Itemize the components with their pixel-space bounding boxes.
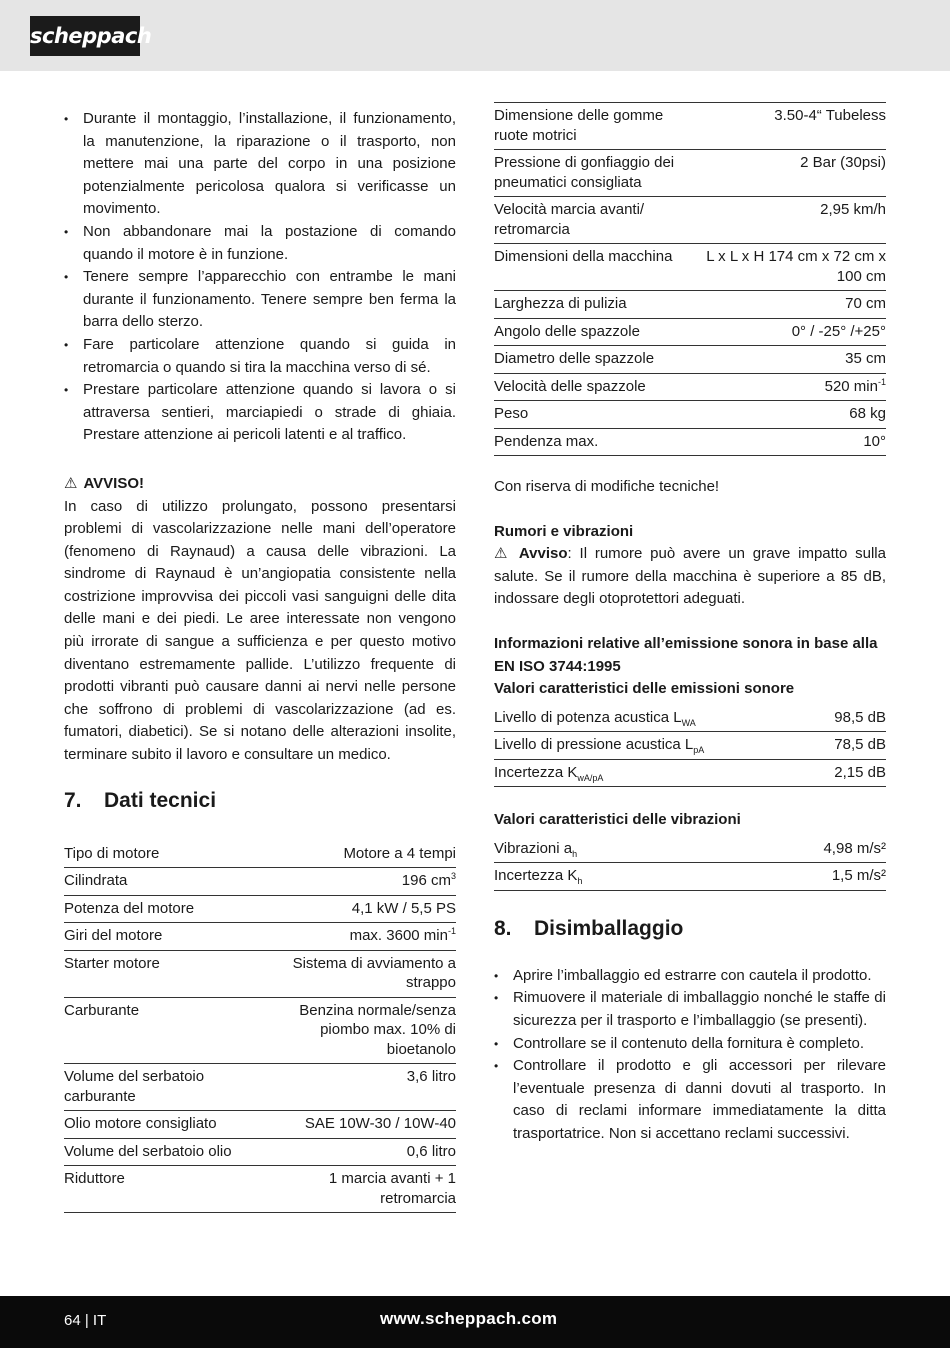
table-row	[494, 197, 886, 244]
noise-heading: Rumori e vibrazioni	[494, 522, 634, 540]
section-title: Dati tecnici	[104, 788, 217, 812]
spec-label: Velocità marcia avanti/ retromarcia	[494, 201, 645, 238]
spec-label: Velocità delle spazzole	[494, 377, 646, 395]
table-row	[64, 1138, 456, 1166]
table-row	[64, 1166, 456, 1213]
warning-icon: ⚠	[64, 474, 78, 492]
list-item: • Rimuovere il materiale di imballaggio nonché le staffe di sicurezza per il trasporto e l’imballaggio (se presenti).	[494, 987, 886, 1032]
spec-label: Larghezza di pulizia	[494, 295, 627, 312]
spec-label: Peso	[494, 405, 529, 422]
spec-label: Angolo delle spazzole	[494, 322, 640, 340]
emission-value: 2,15 dB	[834, 763, 886, 781]
table-row	[494, 836, 886, 863]
spec-label: Starter motore	[64, 954, 160, 972]
section-number: 7.	[64, 788, 82, 812]
spec-value: 70 cm	[845, 295, 886, 312]
spec-label: Pressione di gonfiaggio dei pneumatici consigliata	[494, 154, 675, 191]
spec-label: Cilindrata	[64, 872, 128, 890]
list-item: • Durante il montaggio, l’installazione, il funzionamento, la manutenzione, la riparazione o il trasporto, non mettere mai una parte del corpo in una posizione potenzialmente pericolosa qualora si verificasse un movimento.	[64, 108, 456, 221]
page-number: 64 | IT	[64, 1312, 107, 1329]
table-row	[494, 373, 886, 401]
table-row	[64, 1064, 456, 1111]
section-heading-8	[494, 915, 886, 943]
spec-value: Benzina normale/senza piombo max. 10% di bioetanolo	[299, 1001, 456, 1058]
spec-label: Giri del motore	[64, 927, 163, 945]
spec-value: 2 Bar (30psi)	[800, 154, 886, 171]
noise-emission-table	[494, 705, 886, 788]
spec-value: 10°	[863, 432, 886, 450]
table-row	[494, 705, 886, 732]
emission-heading: Informazioni relative all’emissione sonora in base alla EN ISO 3744:1995	[494, 634, 878, 675]
table-row	[64, 895, 456, 923]
spec-label: Dimensione delle gomme ruote motrici	[494, 107, 664, 144]
table-row	[494, 103, 886, 150]
emission-label: Livello di pressione acustica $L_{pA}$	[494, 736, 705, 756]
spec-value: 520 $\min^{-1}$	[824, 376, 886, 395]
warning-heading	[64, 473, 456, 496]
emission-value: 78,5 dB	[834, 736, 886, 754]
table-row	[494, 291, 886, 319]
list-item: • Controllare se il contenuto della fornitura è completo.	[494, 1033, 886, 1056]
table-row	[494, 428, 886, 456]
list-item: • Aprire l’imballaggio ed estrarre con cautela il prodotto.	[494, 965, 886, 988]
table-row	[64, 868, 456, 896]
list-item: • Prestare particolare attenzione quando si lavora o si attraversa sentieri, marciapiedi o strade di ghiaia. Prestare attenzione ai pericoli latenti e al traffico.	[64, 379, 456, 447]
list-item: • Non abbandonare mai la postazione di comando quando il motore è in funzione.	[64, 221, 456, 266]
warning-text: In caso di utilizzo prolungato, possono presentarsi problemi di vascolarizzazione nelle mani dell’operatore (fenomeno di Raynaud) a causa delle vibrazioni. La sindrome di Raynaud è un’angiopatia consistente nella costrizione improvvisa dei piccoli vasi sanguigni delle dita delle mani e dei piedi. Le aree interessate non vengono più irrorate di sangue a sufficienza e per questo motivo diventano estremamente pallide. L’utilizzo frequente di prodotti vibranti può causare danni ai nervi nelle persone che soffrono di problemi di vascolarizzazione (ad es. fumatori, diabetici). Se si notano delle alterazioni insolite, terminare subito il lavoro e consultare un medico.	[64, 497, 456, 764]
right-column	[494, 102, 886, 1146]
table-row	[494, 150, 886, 197]
table-row	[64, 1111, 456, 1139]
spec-value: 4,1 kW / 5,5 PS	[351, 899, 456, 917]
emission-value: 98,5 dB	[834, 708, 886, 726]
spec-label: Dimensioni della macchina	[494, 248, 673, 265]
noise-warning: ⚠ Avviso: Il rumore può avere un grave impatto sulla salute. Se il rumore della macchina è superiore a 85 dB, indossare degli otoprotettori adeguati.	[494, 545, 886, 608]
spec-value: 2,95 km/h	[820, 201, 886, 218]
section-number: 8.	[494, 916, 512, 940]
spec-value: 196 $cm^3$	[401, 871, 456, 890]
spec-label: Pendenza max.	[494, 432, 599, 450]
scheppach-logo: scheppach	[30, 16, 140, 56]
table-row	[64, 997, 456, 1064]
spec-value: Sistema di avviamento a strappo	[292, 954, 456, 992]
spec-label: Volume del serbatoio carburante	[64, 1068, 205, 1105]
emission-label: Incertezza $K_{wA/pA}$	[494, 763, 604, 783]
spec-value: Motore a 4 tempi	[343, 844, 456, 862]
table-row	[64, 923, 456, 951]
spec-value: 3,6 litro	[406, 1068, 456, 1086]
warning-icon: ⚠	[494, 545, 512, 563]
table-row	[494, 346, 886, 374]
vibration-label: Vibrazioni $a_h$	[494, 839, 578, 859]
list-item: • Fare particolare attenzione quando si guida in retromarcia o quando si tira la macchina verso di sé.	[64, 334, 456, 379]
emission-subheading: Valori caratteristici delle emissioni sonore	[494, 680, 795, 698]
table-row	[64, 841, 456, 868]
warning-title: AVVISO!	[83, 474, 145, 492]
safety-bullet-list	[64, 108, 456, 447]
spec-value: 68 kg	[849, 405, 886, 422]
spec-value: max. 3600 $\min^{-1}$	[349, 926, 456, 945]
section-heading-7	[64, 787, 456, 815]
table-row	[494, 863, 886, 891]
spec-value: 0° / -25° /+25°	[791, 322, 886, 340]
spec-label: Volume del serbatoio olio	[64, 1142, 232, 1160]
header-bar	[0, 0, 950, 71]
spec-value: 0,6 litro	[406, 1142, 456, 1160]
table-row	[494, 244, 886, 291]
section-title: Disimballaggio	[534, 916, 684, 940]
spec-label: Carburante	[64, 1001, 140, 1019]
spec-value: 35 cm	[845, 350, 886, 367]
spec-value: L x L x H 174 cm x 72 cm x 100 cm	[706, 248, 886, 285]
vibration-value: 4,98 m/s²	[823, 839, 886, 857]
vibration-table	[494, 836, 886, 891]
spec-label: Diametro delle spazzole	[494, 350, 655, 367]
vibration-heading: Valori caratteristici delle vibrazioni	[494, 811, 741, 829]
website-link[interactable]: www.scheppach.com	[380, 1309, 558, 1328]
list-item: • Controllare il prodotto e gli accessori per rilevare l’eventuale presenza di danni dovuti al trasporto. In caso di reclami informare immediatamente la ditta trasportatrice. Non si accettano reclami successivi.	[494, 1055, 886, 1145]
technical-data-table-continued	[494, 102, 886, 456]
spec-value: 1 marcia avanti + 1 retromarcia	[328, 1170, 456, 1207]
emission-label: Livello di potenza acustica $L_{WA}$	[494, 708, 696, 728]
table-row	[494, 318, 886, 346]
left-column	[64, 108, 456, 1213]
vibration-label: Incertezza $K_h$	[494, 867, 583, 887]
spec-value: 3.50-4“ Tubeless	[774, 107, 886, 124]
footer-bar	[0, 1296, 950, 1348]
spec-label: Olio motore consigliato	[64, 1115, 217, 1133]
spec-label: Potenza del motore	[64, 899, 195, 917]
table-row	[494, 401, 886, 429]
spec-label: Tipo di motore	[64, 844, 160, 862]
unpacking-bullet-list	[494, 965, 886, 1146]
table-row	[64, 950, 456, 997]
list-item: • Tenere sempre l’apparecchio con entrambe le mani durante il funzionamento. Tenere sempre ben ferma la barra dello sterzo.	[64, 266, 456, 334]
technical-data-table	[64, 841, 456, 1214]
table-row	[494, 732, 886, 760]
spec-value: SAE 10W-30 / 10W-40	[304, 1115, 456, 1133]
table-row	[494, 759, 886, 787]
vibration-value: 1,5 m/s²	[831, 867, 886, 885]
reserve-note: Con riserva di modifiche tecniche!	[494, 478, 720, 495]
spec-label: Riduttore	[64, 1170, 125, 1188]
